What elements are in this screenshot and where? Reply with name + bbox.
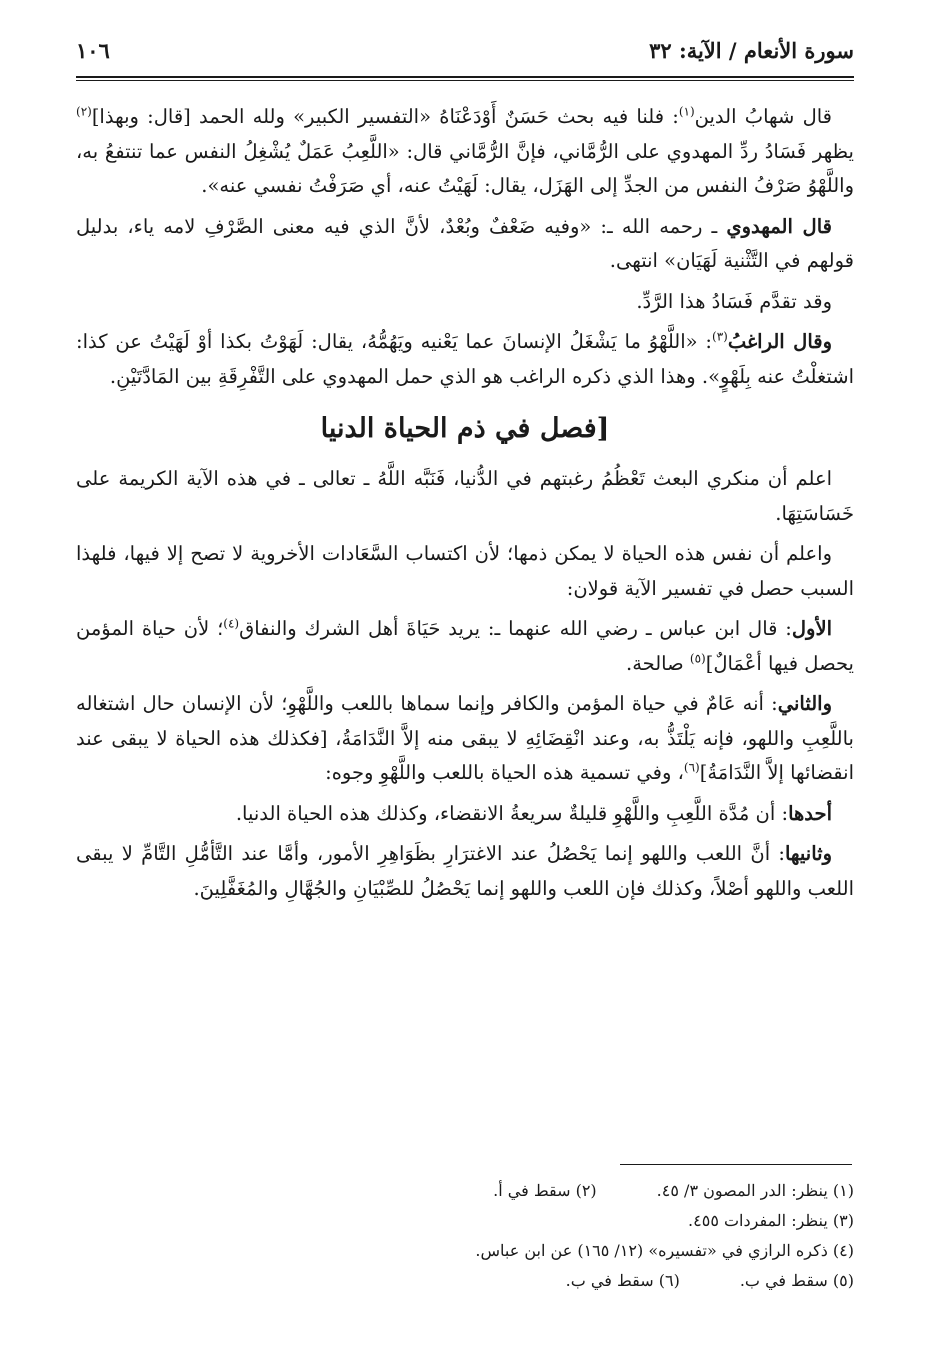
footnote-ref[interactable]: (٣) (712, 329, 728, 344)
running-header (76, 30, 854, 70)
paragraph (76, 210, 854, 279)
paragraph (76, 537, 854, 606)
surah-title: سورة الأنعام / الآية: ٣٢ (649, 37, 854, 63)
paragraph-text: : «اللَّهْوُ ما يَشْغَلُ الإنسانَ عما يَعْنيه ويَهُمُّهُ، يقال: لَهَوْتُ بكذا أوْ لَهَيْتُ عن كذا: اشتغلْتُ عنه بِلَهْوٍ». وهذا الذي ذكره الراغب هو الذي حمل المهدوي على التَّفْرِقَةِ بين المَادَّتَيْنِ. (76, 330, 854, 388)
main-text (76, 100, 854, 912)
paragraph-text: قال شهابُ الدين (694, 105, 832, 128)
paragraph-text: : أنه عَامٌ في حياة المؤمن والكافر وإنما سماها باللعب واللَّهْوِ؛ لأن الإنسان حال اشتغاله باللَّعِبِ واللهو، فإنه يَلْتَذُّ به، وعند انْقِضَائِهِ لا يبقى منه إلاَّ النَّدَامَةُ، [فكذلك هذه الحياة لا يبقى عند انقضائها إلاَّ النَّدَامَةُ] (76, 692, 854, 784)
paragraph-lead: وثانيها (784, 842, 832, 865)
footnote-6: (٦) سقط في ب. (565, 1271, 680, 1290)
paragraph-text: : أنَّ اللعب واللهو إنما يَحْصُلُ عند الاغترَارِ بظَوَاهِرِ الأمور، وأمَّا عند التَّأمُّلِ التَّامِّ لا يبقى اللعب واللهو أصْلاً، وكذلك فإن اللعب واللهو إنما يَحْصُلُ للصِّبْيَانِ والجُهَّالِ والمُغَفَّلِينَ. (76, 842, 854, 900)
paragraph-lead: الأول (791, 617, 832, 640)
footnote-row (76, 1206, 854, 1236)
paragraph (76, 687, 854, 791)
footnote-5: (٥) سقط في ب. (739, 1271, 854, 1290)
section-heading: [فصل في ذم الحياة الدنيا (320, 413, 610, 444)
footnote-3: (٣) ينظر: المفردات ٤٥٥. (688, 1211, 854, 1230)
footnote-ref[interactable]: (٤) (223, 616, 240, 631)
footnote-4: (٤) ذكره الرازي في «تفسيره» (١٢/ ١٦٥) عن ابن عباس. (475, 1241, 854, 1260)
footnote-ref[interactable]: (٢) (76, 104, 92, 119)
paragraph (76, 612, 854, 681)
paragraph-text: : فلنا فيه بحث حَسَنٌ أَوْدَعْنَاهُ «التفسير الكبير» ولله الحمد [قال: وبهذا] (91, 105, 679, 128)
paragraph-text: واعلم أن نفس هذه الحياة لا يمكن ذمها؛ لأن اكتساب السَّعَادات الأخروية لا تصح إلا فيها، فلهذا السبب حصل في تفسير الآية قولان: (76, 542, 854, 600)
paragraph-text: ، وفي تسمية هذه الحياة باللعب واللَّهْوِ وجوه: (325, 761, 684, 784)
paragraph-lead: والثاني (777, 692, 832, 715)
paragraph (76, 100, 854, 204)
paragraph-text: اعلم أن منكري البعث تَعْظُمُ رغبتهم في الدُّنيا، فَنَبَّه اللَّهُ ـ تعالى ـ في هذه الآية الكريمة على خَسَاسَتِهَا. (76, 467, 854, 525)
paragraph-text: ؛ لأن حياة المؤمن يحصل فيها أعْمَالٌ] (76, 617, 854, 675)
paragraph (76, 837, 854, 906)
page-number: ١٠٦ (76, 37, 110, 63)
paragraph-lead: أحدها (788, 801, 832, 825)
paragraph-lead: وقال الراغبُ (727, 330, 832, 353)
paragraph-text: صالحة. (626, 651, 690, 675)
paragraph-text: : أن مُدَّة اللَّعِبِ واللَّهْوِ قليلةٌ سريعةُ الانقضاء، وكذلك هذه الحياة الدنيا. (235, 801, 789, 825)
paragraph (76, 462, 854, 531)
paragraph (76, 797, 854, 832)
paragraph-lead: قال المهدوي (726, 214, 832, 238)
paragraph-text: ـ رحمه الله ـ: «وفيه ضَعْفٌ وبُعْدٌ، لأنَّ الذي فيه معنى الصَّرْفِ لامه ياء، بدليل قولهم في التَّثْنية لَهَيَان» انتهى. (76, 214, 854, 272)
footnote-row (76, 1266, 854, 1296)
paragraph-text: يظهر فَسَادُ ردِّ المهدوي على الرُّمَّاني، فإنَّ الرُّمَّاني قال: «اللَّعِبُ عَمَلٌ يُشْغِلُ النفس عما تنتفعُ به، واللَّهْوُ صَرْفُ النفس من الجدِّ إلى الهَزَل، يقال: لَهَيْتُ عنه، أي صَرَفْتُ نفسي عنه». (76, 139, 854, 197)
paragraph-text: : قال ابن عباس ـ رضي الله عنهما ـ: يريد حَيَاةَ أهل الشرك والنفاق (239, 617, 792, 640)
footnotes (76, 1176, 854, 1296)
footnote-2: (٢) سقط في أ. (493, 1181, 597, 1200)
footnote-rule (620, 1164, 852, 1165)
paragraph (76, 325, 854, 394)
footnote-ref[interactable]: (٥) (689, 651, 706, 665)
footnote-row (76, 1236, 854, 1266)
footnote-row (76, 1176, 854, 1206)
footnote-ref[interactable]: (١) (678, 104, 695, 119)
paragraph (76, 285, 854, 320)
paragraph-text: وقد تقدَّم فَسَادُ هذا الرَّدِّ. (636, 289, 832, 313)
footnote-ref[interactable]: (٦) (683, 760, 700, 775)
footnote-1: (١) ينظر: الدر المصون ٣/ ٤٥. (656, 1181, 854, 1200)
header-rule (76, 76, 854, 78)
